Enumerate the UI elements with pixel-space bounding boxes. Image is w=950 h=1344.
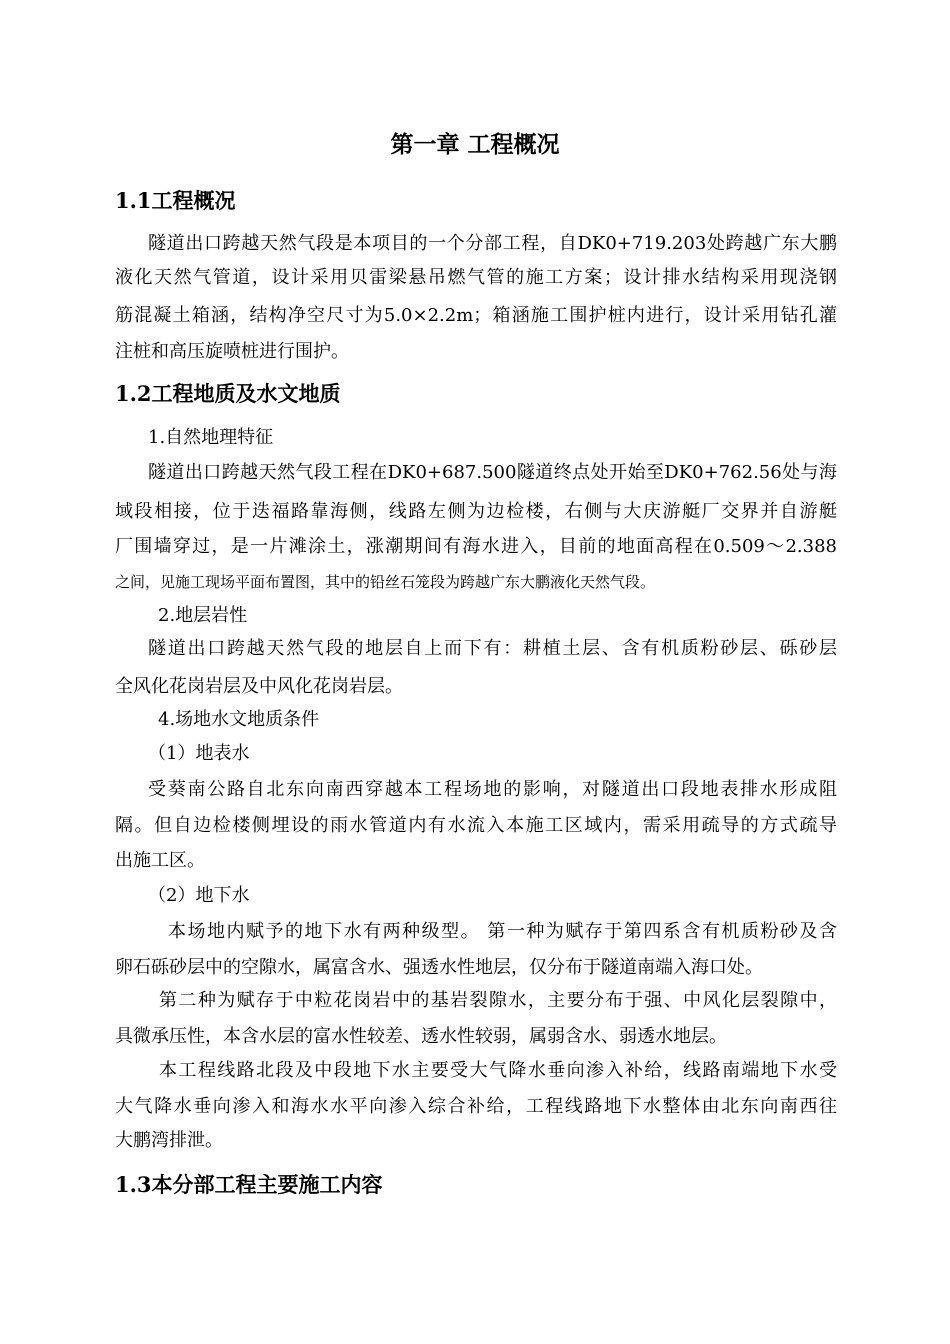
paragraph-line: 之间，见施工现场平面布置图，其中的铅丝石笼段为跨越广东大鹏液化天然气段。: [115, 573, 656, 591]
paragraph-line: 液化天然气管道，设计采用贝雷梁悬吊燃气管的施工方案；设计排水结构采用现浇钢: [115, 267, 837, 288]
subheading-groundwater: （2）地下水: [148, 885, 250, 906]
paragraph-line: 大气降水垂向渗入和海水水平向渗入综合补给，工程线路地下水整体由北东向南西往: [115, 1096, 837, 1117]
paragraph-line: 域段相接，位于迭福路靠海侧，线路左侧为边检楼，右侧与大庆游艇厂交界并自游艇: [115, 501, 837, 522]
paragraph-line: 受葵南公路自北东向南西穿越本工程场地的影响，对隧道出口段地表排水形成阻: [148, 779, 837, 800]
subheading-stratum: 2.地层岩性: [158, 605, 248, 626]
paragraph-line: 第二种为赋存于中粒花岗岩中的基岩裂隙水，主要分布于强、中风化层裂隙中，: [159, 990, 837, 1011]
paragraph-line: 本场地内赋予的地下水有两种级型。 第一种为赋存于第四系含有机质粉砂及含: [168, 921, 837, 942]
paragraph-line: 具微承压性，本含水层的富水性较差、透水性较弱，属弱含水、弱透水地层。: [115, 1026, 727, 1047]
section-heading-1-2: 1.2工程地质及水文地质: [115, 381, 341, 406]
paragraph-line: 出施工区。: [115, 850, 205, 871]
section-heading-1-3: 1.3本分部工程主要施工内容: [115, 1172, 383, 1197]
paragraph-line: 隧道出口跨越天然气段的地层自上而下有：耕植土层、含有机质粉砂层、砾砂层: [148, 638, 837, 659]
paragraph-line: 注桩和高压旋喷桩进行围护。: [115, 341, 349, 362]
paragraph-line: 隔。但自边检楼侧埋设的雨水管道内有水流入本施工区域内，需采用疏导的方式疏导: [115, 815, 837, 836]
section-heading-1-1: 1.1工程概况: [115, 188, 236, 213]
paragraph-line: 厂围墙穿过，是一片滩涂土，涨潮期间有海水进入，目前的地面高程在0.509～2.388: [115, 536, 837, 557]
paragraph-line: 本工程线路北段及中段地下水主要受大气降水垂向渗入补给，线路南端地下水受: [159, 1060, 837, 1081]
paragraph-line: 大鹏湾排泄。: [115, 1130, 223, 1151]
paragraph-line: 隧道出口跨越天然气段是本项目的一个分部工程，自DK0+719.203处跨越广东大鹏: [148, 233, 837, 254]
subheading-surface-water: （1）地表水: [148, 743, 250, 764]
paragraph-line: 筋混凝土箱涵，结构净空尺寸为5.0×2.2m；箱涵施工围护桩内进行，设计采用钻孔灌: [115, 305, 837, 326]
subheading-natural-geography: 1.自然地理特征: [148, 427, 274, 448]
paragraph-line: 隧道出口跨越天然气段工程在DK0+687.500隧道终点处开始至DK0+762.56处与海: [148, 462, 837, 483]
subheading-hydrogeology: 4.场地水文地质条件: [158, 709, 320, 730]
paragraph-line: 卵石砾砂层中的空隙水，属富含水、强透水性地层，仅分布于隧道南端入海口处。: [115, 957, 763, 978]
paragraph-line: 全风化花岗岩层及中风化花岗岩层。: [115, 676, 403, 697]
chapter-title: 第一章 工程概况: [390, 131, 560, 158]
